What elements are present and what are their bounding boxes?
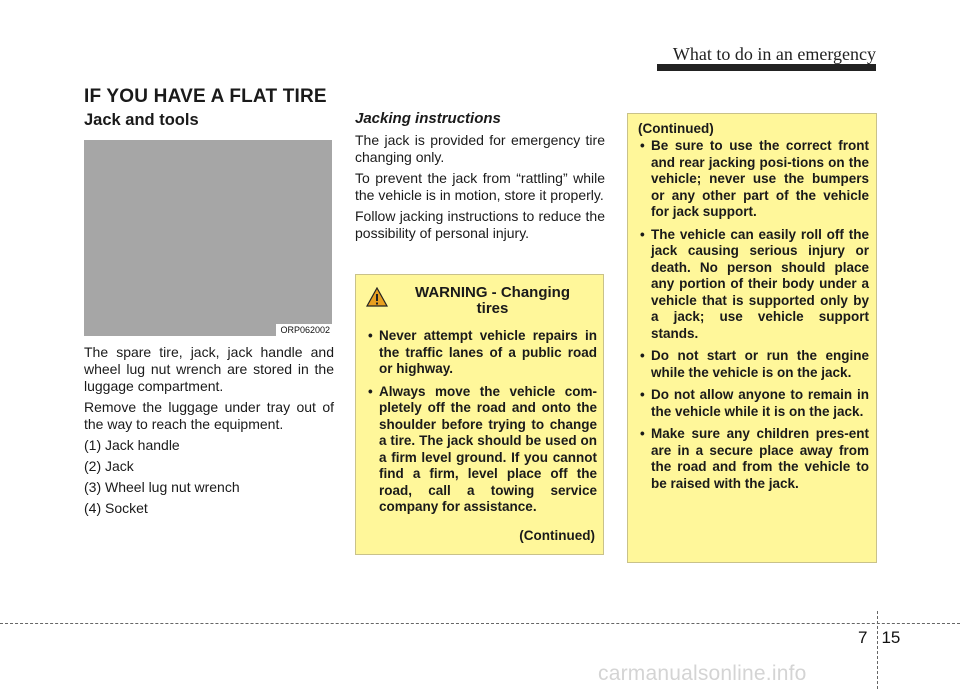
warning-bullet: • Be sure to use the correct front and rear jacking posi-tions on the vehicle; never use the bumpers or any other part of the vehicle for jack support. <box>637 138 869 221</box>
continued-list <box>637 138 869 498</box>
list-item: (3) Wheel lug nut wrench <box>84 479 240 495</box>
warning-bullet: • Make sure any children pres-ent are in a secure place away from the road and from the vehicle to be raised with the jack. <box>637 426 869 492</box>
jack-tools-text <box>84 344 334 521</box>
jack-tools-image <box>84 140 332 336</box>
warning-bullet: • The vehicle can easily roll off the jack causing serious injury or death. No person should place any portion of their body under a vehicle that is supported only by a jack; use vehicle support stands. <box>637 227 869 343</box>
watermark: carmanualsonline.info <box>598 662 807 685</box>
warning-bullet: • Do not start or run the engine while the vehicle is on the jack. <box>637 348 869 381</box>
page-number <box>858 628 900 648</box>
warning-list <box>365 328 597 522</box>
warning-box <box>355 274 604 555</box>
jacking-heading: Jacking instructions <box>355 110 501 127</box>
continued-heading: (Continued) <box>638 121 714 136</box>
paragraph: The spare tire, jack, jack handle and wheel lug nut wrench are stored in the luggage compartment. <box>84 344 334 394</box>
warning-bullet: • Always move the vehicle com-pletely off the road and onto the shoulder before trying to change a tire. The jack should be used on a firm level ground. If you cannot find a firm, level place off the road, call a towing service company for assistance. <box>365 384 597 516</box>
warning-title-line: WARNING - Changing <box>415 284 570 301</box>
jacking-text <box>355 132 605 246</box>
continued-label: (Continued) <box>519 528 595 543</box>
list-item: (2) Jack <box>84 458 134 474</box>
warning-bullet: • Do not allow anyone to remain in the vehicle while it is on the jack. <box>637 387 869 420</box>
image-code: ORP062002 <box>276 324 332 336</box>
page-number-value: 15 <box>881 628 901 647</box>
footer-divider <box>0 623 960 624</box>
paragraph: To prevent the jack from “rattling” while the vehicle is in motion, store it properly. <box>355 170 605 203</box>
paragraph: Follow jacking instructions to reduce the possibility of personal injury. <box>355 208 605 241</box>
section-number: 7 <box>858 628 868 647</box>
jack-tools-heading: Jack and tools <box>84 111 199 129</box>
warning-bullet: • Never attempt vehicle repairs in the traffic lanes of a public road or highway. <box>365 328 597 378</box>
warning-title-line: tires <box>476 300 509 317</box>
chapter-title-bar <box>657 64 876 71</box>
continued-warning-box <box>627 113 877 563</box>
warning-triangle-icon <box>366 287 388 307</box>
list-item: (4) Socket <box>84 500 148 516</box>
paragraph: Remove the luggage under tray out of the way to reach the equipment. <box>84 399 334 432</box>
warning-title <box>390 285 595 317</box>
list-item: (1) Jack handle <box>84 437 180 453</box>
section-title: IF YOU HAVE A FLAT TIRE <box>84 86 327 107</box>
chapter-title: What to do in an emergency <box>672 44 876 64</box>
page-number-divider <box>877 611 878 689</box>
paragraph: The jack is provided for emergency tire changing only. <box>355 132 605 165</box>
